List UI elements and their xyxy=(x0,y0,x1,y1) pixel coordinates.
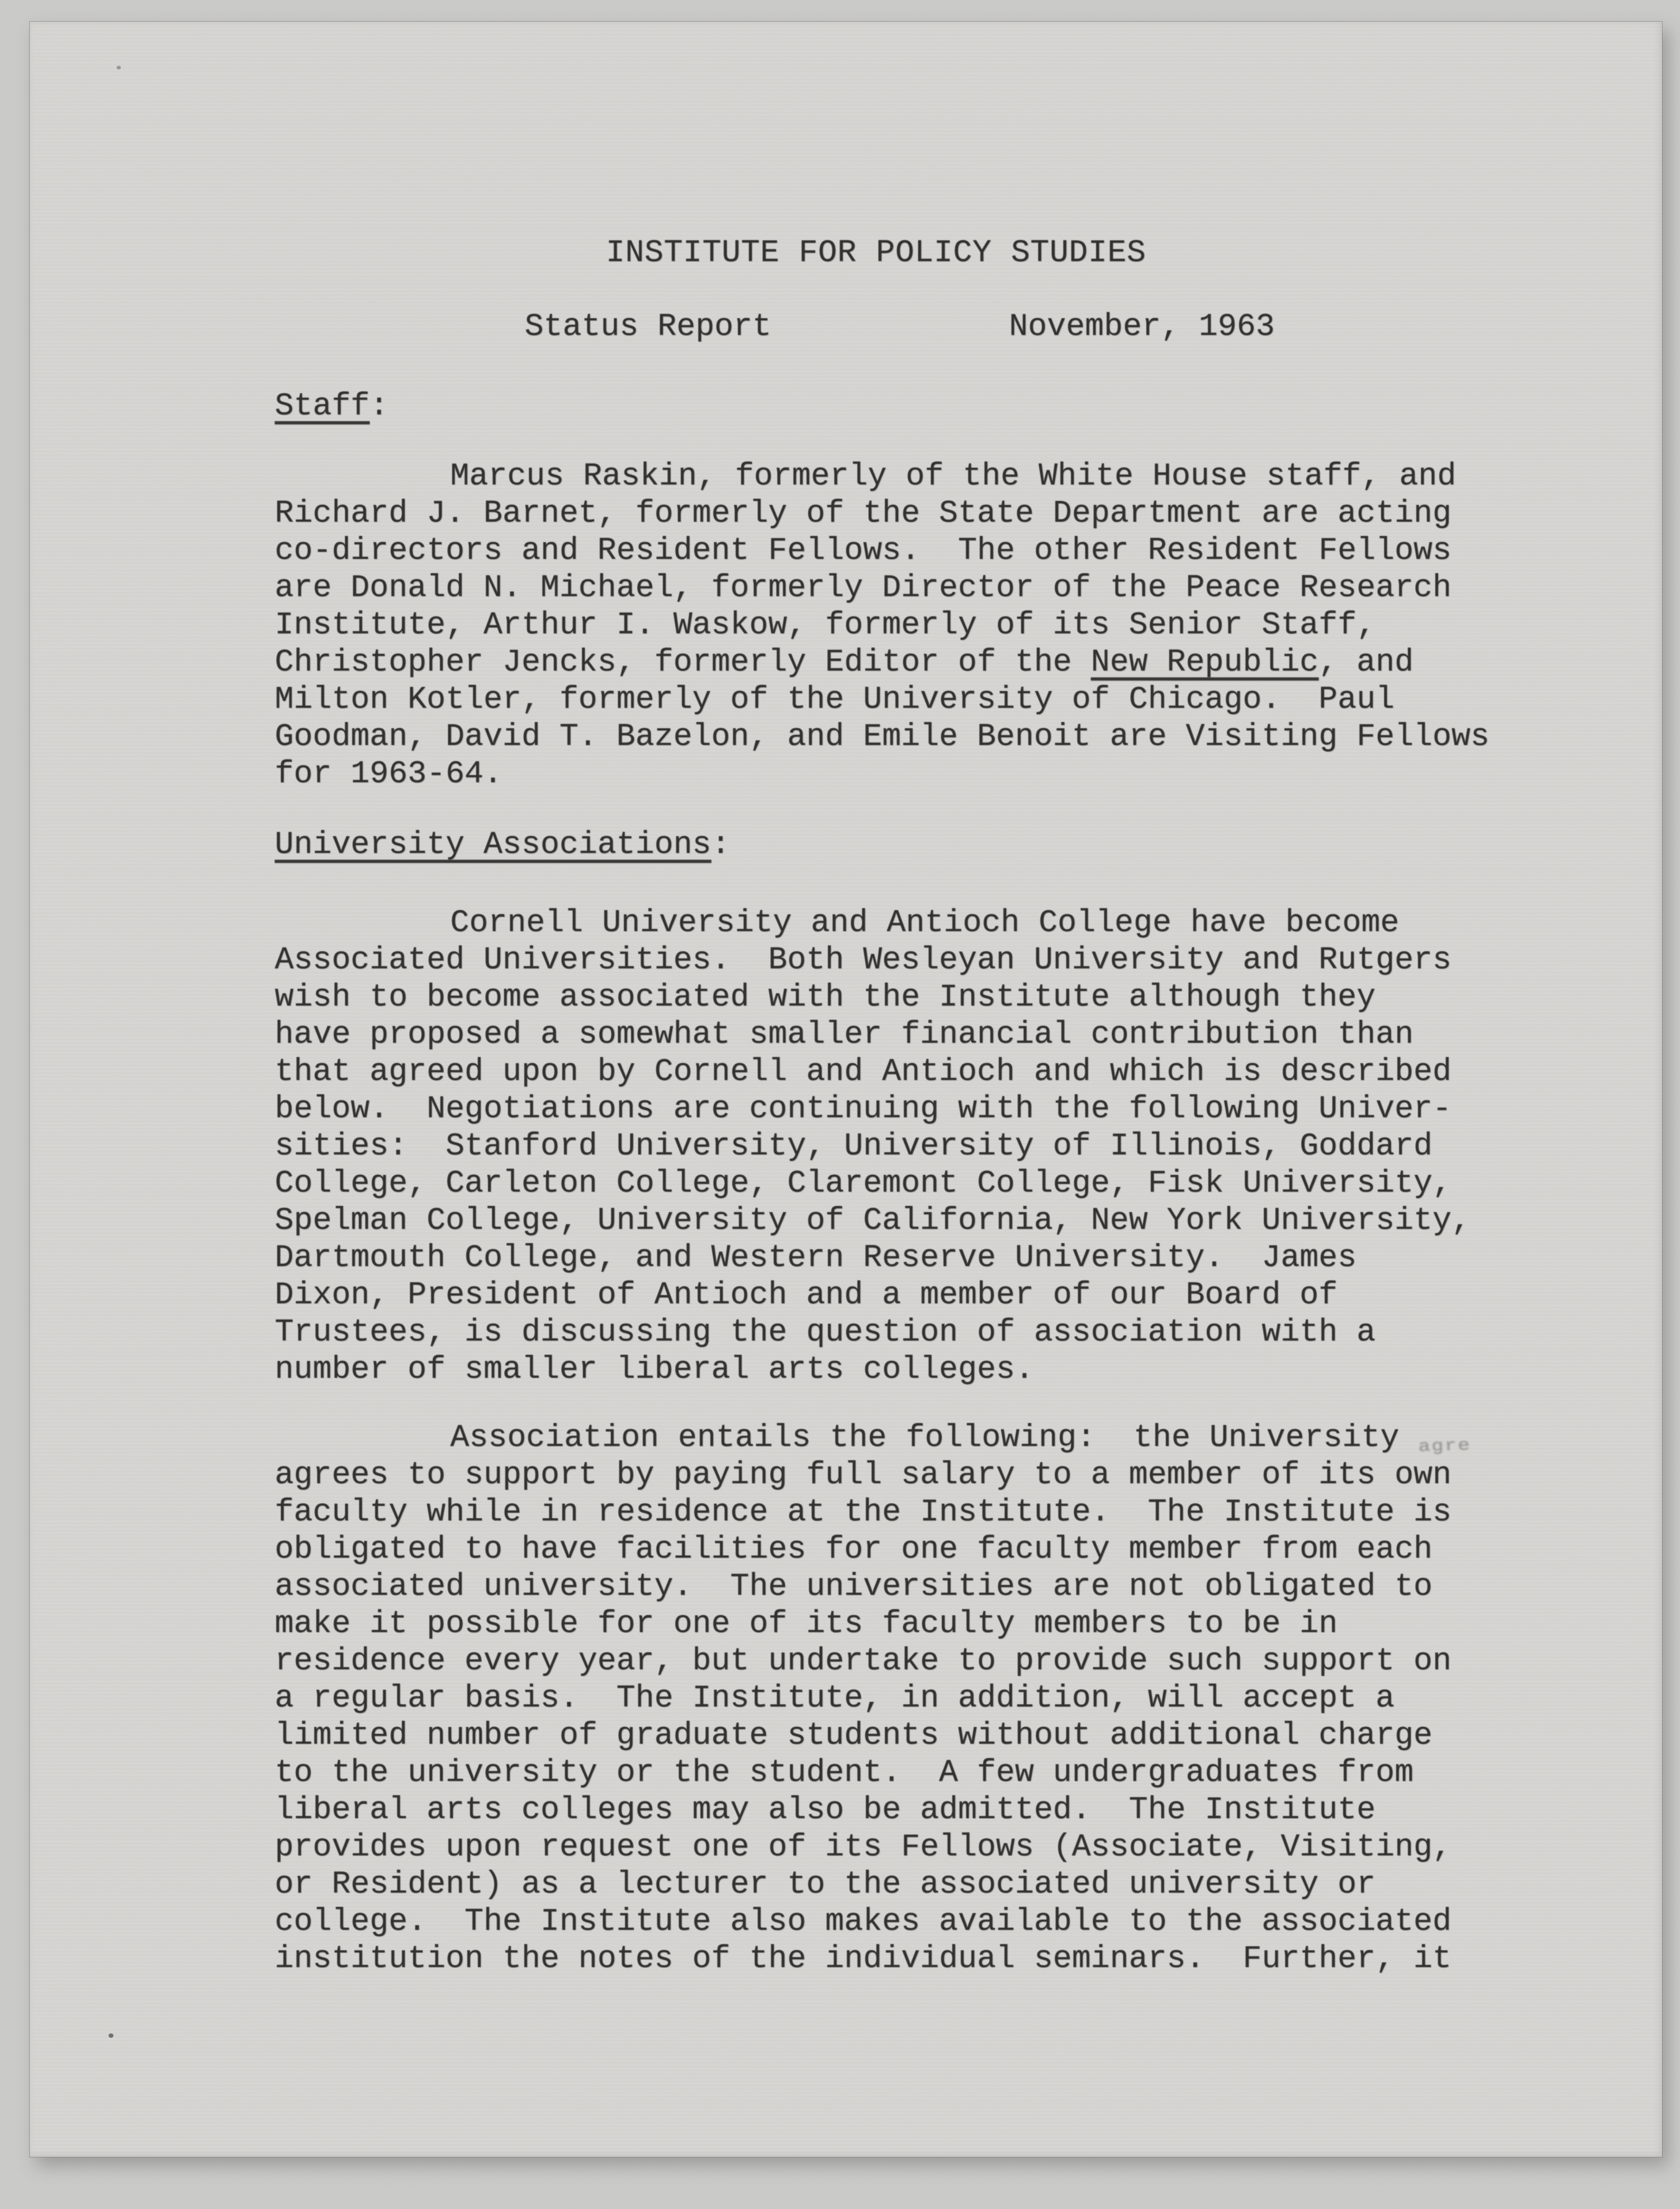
text-line: a regular basis. The Institute, in addition, will accept a xyxy=(275,1681,1395,1716)
text-line: Dartmouth College, and Western Reserve University. James xyxy=(275,1241,1357,1276)
university-associations-paragraph-1 xyxy=(275,905,1565,1389)
section-heading-university-associations xyxy=(275,827,731,864)
text-line: Milton Kotler, formerly of the University of Chicago. Paul xyxy=(275,682,1395,718)
text-line: provides upon request one of its Fellows (Associate, Visiting, xyxy=(275,1830,1452,1865)
text-line: sities: Stanford University, University of Illinois, Goddard xyxy=(275,1129,1433,1164)
text-line: Marcus Raskin, formerly of the White House staff, and xyxy=(450,459,1457,494)
ink-speck xyxy=(109,2033,113,2038)
text-line: agrees to support by paying full salary to a member of its own xyxy=(275,1458,1452,1493)
report-type-label: Status Report xyxy=(525,310,771,345)
section-heading-university-associations-text: University Associations xyxy=(275,828,711,863)
text-line: limited number of graduate students without additional charge xyxy=(275,1718,1433,1754)
text-line: faculty while in residence at the Institute. The Institute is xyxy=(275,1495,1452,1530)
text-line: residence every year, but undertake to provide such support on xyxy=(275,1644,1452,1679)
text-line: Spelman College, University of California, New York University, xyxy=(275,1203,1471,1239)
text-line: college. The Institute also makes available to the associated xyxy=(275,1904,1452,1940)
text-line: Christopher Jencks, formerly Editor of the New Republic, and xyxy=(275,645,1414,681)
university-associations-paragraph-2 xyxy=(275,1420,1565,1978)
text-line: to the university or the student. A few undergraduates from xyxy=(275,1756,1414,1791)
text-line: for 1963-64. xyxy=(275,757,503,792)
text-line: Trustees, is discussing the question of association with a xyxy=(275,1315,1376,1350)
text-line: College, Carleton College, Claremont College, Fisk University, xyxy=(275,1166,1452,1202)
text-line: below. Negotiations are continuing with the following Univer- xyxy=(275,1092,1452,1127)
text-line: make it possible for one of its faculty members to be in xyxy=(275,1607,1338,1642)
text-line: co-directors and Resident Fellows. The other Resident Fellows xyxy=(275,533,1452,569)
section-heading-staff-text: Staff xyxy=(275,389,370,424)
text-line: Institute, Arthur I. Waskow, formerly of its Senior Staff, xyxy=(275,608,1376,643)
report-date: November, 1963 xyxy=(1009,310,1275,345)
text-line: that agreed upon by Cornell and Antioch and which is described xyxy=(275,1055,1452,1090)
text-line: obligated to have facilities for one faculty member from each xyxy=(275,1532,1433,1568)
text-line: Associated Universities. Both Wesleyan University and Rutgers xyxy=(275,943,1452,978)
text-line: are Donald N. Michael, formerly Director of the Peace Research xyxy=(275,571,1452,606)
text-line: Dixon, President of Antioch and a member of our Board of xyxy=(275,1278,1338,1313)
document-title: INSTITUTE FOR POLICY STUDIES xyxy=(606,236,1146,271)
section-heading-staff-colon: : xyxy=(370,389,389,424)
text-line: Association entails the following: the University agre xyxy=(275,1420,1565,1457)
text-line: institution the notes of the individual seminars. Further, it xyxy=(275,1942,1452,1977)
section-heading-university-associations-colon: : xyxy=(711,828,731,863)
text-line: number of smaller liberal arts colleges. xyxy=(275,1352,1034,1388)
text-line: wish to become associated with the Institute although they xyxy=(275,980,1376,1015)
text-line: have proposed a somewhat smaller financial contribution than xyxy=(275,1017,1414,1053)
text-line: Goodman, David T. Bazelon, and Emile Benoit are Visiting Fellows xyxy=(275,720,1490,755)
section-heading-staff xyxy=(275,388,389,426)
ink-speck xyxy=(117,66,121,69)
text-line: associated university. The universities are not obligated to xyxy=(275,1569,1433,1605)
staff-paragraph xyxy=(275,458,1565,793)
text-line: liberal arts colleges may also be admitted. The Institute xyxy=(275,1793,1376,1828)
erased-text-smudge: agre xyxy=(1418,1435,1472,1457)
document-page xyxy=(30,22,1662,2157)
text-line: or Resident) as a lecturer to the associated university or xyxy=(275,1867,1376,1903)
text-line: Cornell University and Antioch College have become xyxy=(450,906,1400,941)
text-line: Richard J. Barnet, formerly of the State Department are acting xyxy=(275,496,1452,532)
